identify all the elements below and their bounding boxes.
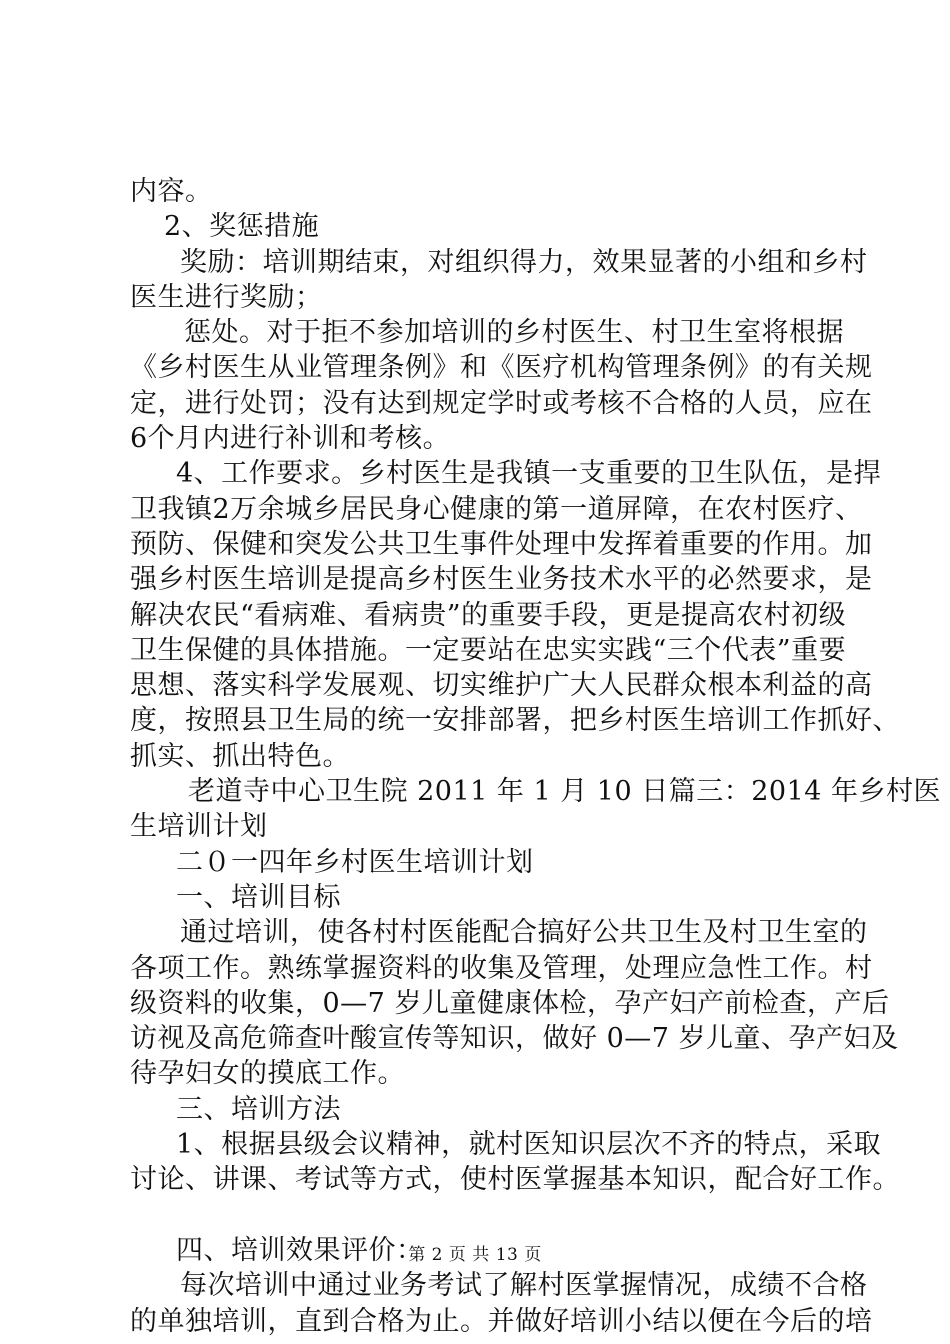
text-line: 强乡村医生培训是提高乡村医生业务技术水平的必然要求，是: [130, 564, 873, 596]
text-line: 二０一四年乡村医生培训计划: [176, 846, 534, 878]
text-line: 卫我镇2万余城乡居民身心健康的第一道屏障，在农村医疗、: [130, 493, 863, 525]
text-line: 四、培训效果评价：: [176, 1234, 424, 1266]
text-line: 4、工作要求。乡村医生是我镇一支重要的卫生队伍，是捍: [176, 458, 882, 490]
text-line: 每次培训中通过业务考试了解村医掌握情况，成绩不合格: [180, 1270, 868, 1302]
text-line: 通过培训，使各村村医能配合搞好公共卫生及村卫生室的: [180, 917, 868, 949]
text-line: 卫生保健的具体措施。一定要站在忠实实践“三个代表”重要: [130, 634, 847, 666]
text-line: 医生进行奖励；: [130, 281, 323, 313]
text-line: 解决农民“看病难、看病贵”的重要手段，更是提高农村初级: [130, 599, 847, 631]
text-line: 老道寺中心卫生院 2011 年 1 月 10 日篇三：2014 年乡村医: [188, 776, 942, 808]
text-line: 奖励：培训期结束，对组织得力，效果显著的小组和乡村: [180, 246, 868, 278]
document-body: [130, 174, 942, 1339]
text-line: 生培训计划: [130, 811, 268, 843]
text-line: 《乡村医生从业管理条例》和《医疗机构管理条例》的有关规: [130, 352, 873, 384]
text-line: 一、培训目标: [176, 881, 341, 913]
text-line: 度，按照县卫生局的统一安排部署，把乡村医生培训工作抓好、: [130, 705, 900, 737]
text-line: 2、奖惩措施: [164, 211, 320, 243]
text-line: 各项工作。熟练掌握资料的收集及管理，处理应急性工作。村: [130, 952, 873, 984]
text-line: 的单独培训，直到合格为止。并做好培训小结以便在今后的培: [130, 1305, 873, 1337]
text-line: 惩处。对于拒不参加培训的乡村医生、村卫生室将根据: [184, 317, 844, 349]
text-line: 思想、落实科学发展观、切实维护广大人民群众根本利益的高: [130, 670, 873, 702]
text-line: 讨论、讲课、考试等方式，使村医掌握基本知识，配合好工作。: [130, 1164, 900, 1196]
text-line: 待孕妇女的摸底工作。: [130, 1058, 405, 1090]
text-line: 6个月内进行补训和考核。: [130, 423, 451, 455]
page-footer: 第 2 页 共 13 页: [408, 1245, 542, 1265]
text-line: 内容。: [130, 176, 213, 207]
text-line: 预防、保健和突发公共卫生事件处理中发挥着重要的作用。加: [130, 528, 873, 560]
blank-line: [130, 1198, 850, 1233]
text-line: 级资料的收集，0—7 岁儿童健康体检，孕产妇产前检查，产后: [130, 987, 890, 1019]
text-line: 抓实、抓出特色。: [130, 740, 350, 772]
text-line: 定，进行处罚；没有达到规定学时或考核不合格的人员，应在: [130, 387, 873, 419]
text-line: 三、培训方法: [176, 1093, 341, 1125]
text-line: 1、根据县级会议精神，就村医知识层次不齐的特点，采取: [176, 1129, 882, 1161]
text-line: 访视及高危筛查叶酸宣传等知识，做好 0—7 岁儿童、孕产妇及: [130, 1023, 899, 1055]
